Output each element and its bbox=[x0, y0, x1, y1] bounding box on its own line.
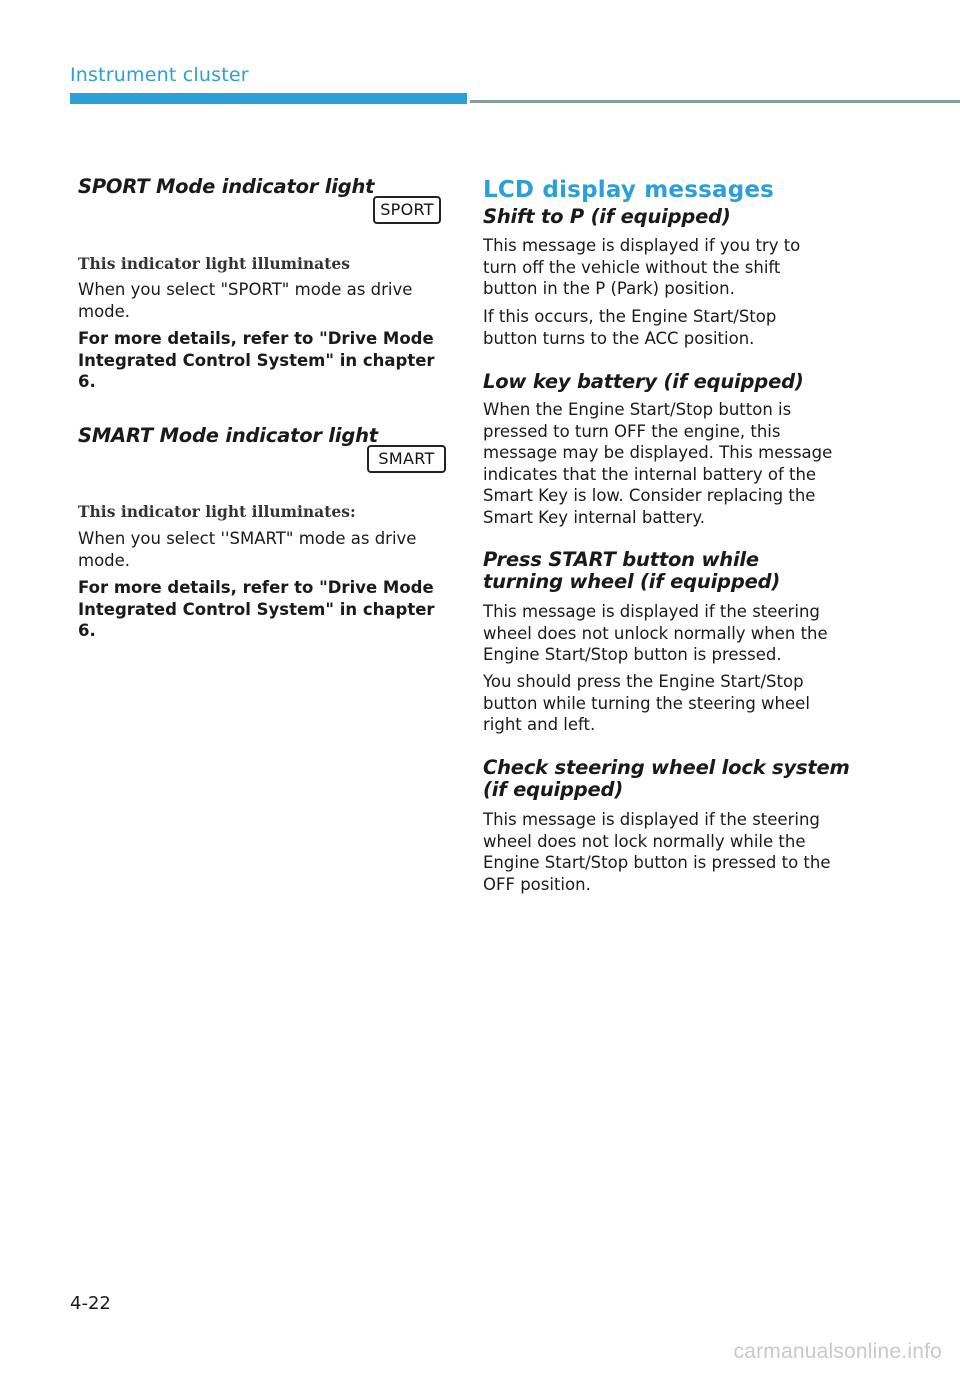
watermark: carmanualsonline.info bbox=[733, 1340, 942, 1363]
smart-indicator-reference: For more details, refer to "Drive Mode Integrated Control System" in chapter 6. bbox=[78, 578, 435, 640]
message-text: When the Engine Start/Stop button is pressed to turn OFF the engine, this message may be displayed. This message indicates that the internal battery of the Smart Key is low. Consider replacing the Smart Key internal battery. bbox=[483, 400, 833, 527]
message-heading-low-key-battery: Low key battery (if equipped) bbox=[483, 370, 804, 393]
smart-indicator-heading: SMART Mode indicator light bbox=[78, 424, 378, 447]
sport-indicator-heading: SPORT Mode indicator light bbox=[78, 175, 375, 198]
message-heading-press-start: Press START button while turning wheel (if equipped) bbox=[483, 548, 781, 593]
page-number: 4-22 bbox=[70, 1293, 111, 1314]
smart-indicator-icon: SMART bbox=[367, 445, 446, 473]
sport-indicator-icon: SPORT bbox=[373, 196, 441, 224]
sport-indicator-reference: For more details, refer to "Drive Mode Integrated Control System" in chapter 6. bbox=[78, 329, 435, 391]
message-text: This message is displayed if the steering wheel does not lock normally while the Engine Start/Stop button is pressed to the OFF position. bbox=[483, 810, 831, 894]
smart-indicator-subheading: This indicator light illuminates: bbox=[78, 502, 356, 521]
message-text: If this occurs, the Engine Start/Stop button turns to the ACC position. bbox=[483, 307, 777, 348]
message-heading-shift-to-p: Shift to P (if equipped) bbox=[483, 205, 731, 228]
lcd-section-title: LCD display messages bbox=[483, 177, 775, 203]
header-title: Instrument cluster bbox=[70, 64, 249, 86]
message-heading-steering-lock: Check steering wheel lock system (if equipped) bbox=[483, 756, 850, 801]
header-rule bbox=[470, 100, 960, 103]
header-rule-accent bbox=[70, 93, 467, 104]
sport-indicator-text: When you select "SPORT" mode as drive mode. bbox=[78, 280, 413, 321]
message-text: You should press the Engine Start/Stop button while turning the steering wheel right and left. bbox=[483, 672, 810, 734]
sport-indicator-subheading: This indicator light illuminates bbox=[78, 254, 350, 273]
smart-indicator-text: When you select ''SMART" mode as drive mode. bbox=[78, 529, 417, 570]
message-text: This message is displayed if you try to turn off the vehicle without the shift button in the P (Park) position. bbox=[483, 236, 801, 298]
message-text: This message is displayed if the steering wheel does not unlock normally when the Engine Start/Stop button is pressed. bbox=[483, 602, 828, 664]
